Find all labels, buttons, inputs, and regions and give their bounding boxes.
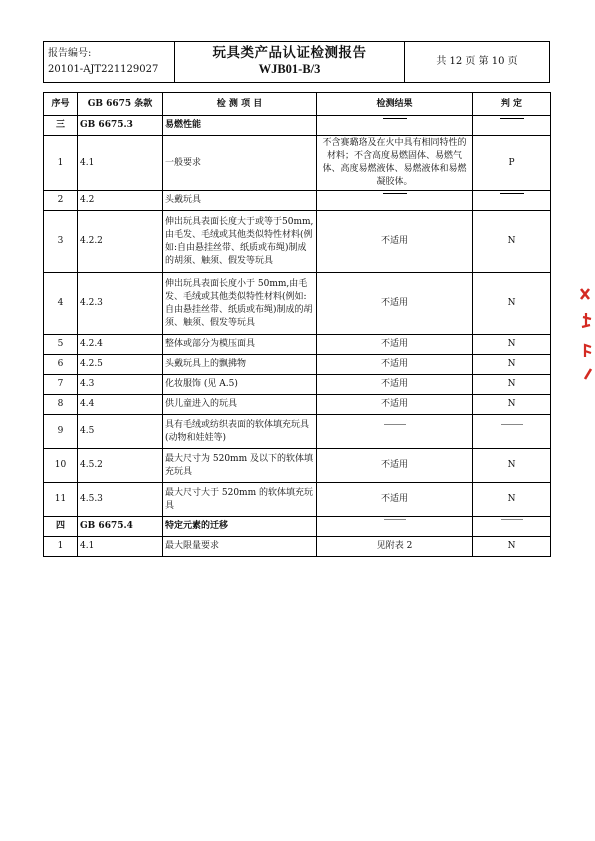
row-result-text: 不适用	[380, 359, 408, 369]
row-clause	[78, 116, 163, 136]
table-row	[44, 415, 551, 449]
row-clause-text: 4.2.3	[80, 298, 103, 308]
row-verdict-text	[500, 118, 524, 132]
row-clause	[78, 335, 163, 355]
report-header	[43, 41, 550, 83]
row-verdict	[473, 211, 551, 273]
row-clause	[78, 449, 163, 483]
table-row	[44, 483, 551, 517]
row-item-text: 具有毛绒或纺织表面的软体填充玩具(动物和娃娃等)	[165, 419, 310, 443]
row-item-text: 最大尺寸为 520mm 及以下的软体填充玩具	[165, 453, 313, 477]
row-clause-text: 4.1	[80, 541, 95, 551]
table-row	[44, 355, 551, 375]
row-clause	[78, 483, 163, 517]
row-verdict-text: N	[507, 236, 516, 246]
table-row	[44, 191, 551, 211]
row-verdict-text: N	[507, 399, 516, 409]
row-verdict-text: N	[507, 494, 516, 504]
row-number-text: 6	[57, 359, 64, 369]
row-result-text: 不适用	[380, 399, 408, 409]
row-verdict	[473, 191, 551, 211]
row-result	[317, 537, 473, 557]
row-verdict	[473, 517, 551, 537]
row-clause	[78, 355, 163, 375]
col-header-clause: GB 6675 条款	[78, 93, 163, 116]
row-result	[317, 136, 473, 191]
row-number	[44, 211, 78, 273]
table-row	[44, 136, 551, 191]
report-number-label: 报告编号:	[48, 48, 92, 59]
row-number-text: 四	[55, 521, 65, 531]
row-item-text: 特定元素的迁移	[165, 521, 229, 531]
row-verdict-text: N	[507, 460, 516, 470]
row-clause	[78, 395, 163, 415]
row-result-text: 不适用	[380, 298, 408, 308]
row-verdict	[473, 116, 551, 136]
row-number	[44, 517, 78, 537]
row-clause-text: 4.2	[80, 195, 95, 205]
row-number	[44, 537, 78, 557]
test-results-table	[43, 92, 551, 557]
row-verdict-text: N	[507, 359, 516, 369]
row-item-text: 供儿童进入的玩具	[165, 399, 238, 409]
row-result	[317, 273, 473, 335]
table-row	[44, 335, 551, 355]
table-header-row	[44, 93, 551, 116]
col-header-verdict: 判 定	[473, 93, 551, 116]
row-result	[317, 335, 473, 355]
row-number-text: 5	[57, 339, 64, 349]
row-result	[317, 191, 473, 211]
table-row	[44, 449, 551, 483]
row-verdict	[473, 537, 551, 557]
row-result	[317, 415, 473, 449]
row-clause	[78, 517, 163, 537]
row-item	[163, 395, 317, 415]
row-number-text: 7	[57, 379, 64, 389]
col-header-no: 序号	[44, 93, 78, 116]
row-item-text: 头戴玩具	[165, 195, 202, 205]
row-item	[163, 375, 317, 395]
row-result	[317, 517, 473, 537]
row-clause	[78, 211, 163, 273]
row-item	[163, 415, 317, 449]
row-verdict-text: N	[507, 339, 516, 349]
row-result-text	[383, 193, 407, 207]
row-result	[317, 395, 473, 415]
row-number-text: 11	[54, 494, 67, 504]
row-verdict	[473, 335, 551, 355]
row-item	[163, 335, 317, 355]
table-row	[44, 517, 551, 537]
row-item-text: 整体或部分为模压面具	[165, 339, 256, 349]
row-clause-text: 4.5.2	[80, 460, 103, 470]
row-result	[317, 211, 473, 273]
row-item-text: 伸出玩具表面长度大于或等于50mm,由毛发、毛绒或其他类似特性材料(例如:自由悬挂丝带、纸质或布绳)制成的胡须、触须、假发等玩具	[165, 216, 314, 266]
row-number-text: 1	[57, 157, 64, 168]
row-number	[44, 483, 78, 517]
row-result	[317, 375, 473, 395]
row-result	[317, 116, 473, 136]
row-clause	[78, 136, 163, 191]
row-clause-text: 4.3	[80, 379, 95, 389]
row-item	[163, 136, 317, 191]
row-number	[44, 191, 78, 211]
row-result-text	[384, 424, 406, 438]
row-number	[44, 415, 78, 449]
row-number	[44, 449, 78, 483]
row-clause-text: GB 6675.4	[80, 521, 133, 531]
col-header-result: 检测结果	[317, 93, 473, 116]
row-verdict	[473, 395, 551, 415]
row-item-text: 最大限量要求	[165, 541, 220, 551]
row-number-text: 4	[57, 298, 64, 308]
table-row	[44, 375, 551, 395]
report-subtitle: WJB01-B/3	[258, 62, 321, 76]
row-clause	[78, 273, 163, 335]
row-item	[163, 191, 317, 211]
row-verdict	[473, 355, 551, 375]
row-clause	[78, 375, 163, 395]
row-item-text: 最大尺寸大于 520mm 的软体填充玩具	[165, 487, 313, 511]
row-number-text: 2	[57, 195, 64, 205]
row-number	[44, 136, 78, 191]
report-number-cell	[44, 42, 175, 82]
seal-fragment-icon	[573, 283, 593, 383]
row-number-text: 9	[57, 426, 64, 436]
row-item	[163, 355, 317, 375]
row-verdict	[473, 136, 551, 191]
row-number-text: 8	[57, 399, 64, 409]
row-number-text: 三	[55, 120, 65, 130]
row-item-text: 伸出玩具表面长度小于 50mm,由毛发、毛绒或其他类似特性材料(例如:自由悬挂丝带、纸质或布绳)制成的胡须、触须、假发等玩具	[165, 278, 313, 328]
row-number	[44, 273, 78, 335]
row-verdict-text: P	[508, 157, 515, 168]
row-item	[163, 483, 317, 517]
row-clause-text: 4.5.3	[80, 494, 103, 504]
table-row	[44, 273, 551, 335]
row-clause-text: 4.4	[80, 399, 95, 409]
row-result	[317, 483, 473, 517]
row-verdict-text	[501, 519, 523, 533]
row-result	[317, 449, 473, 483]
row-item-text: 化妆服饰 (见 A.5)	[165, 379, 238, 389]
table-row	[44, 211, 551, 273]
row-item-text: 一般要求	[165, 157, 202, 168]
row-clause	[78, 537, 163, 557]
row-clause-text: 4.2.4	[80, 339, 103, 349]
row-result-text: 不适用	[380, 339, 408, 349]
col-header-item: 检 测 项 目	[163, 93, 317, 116]
row-item	[163, 449, 317, 483]
row-verdict-text	[500, 193, 524, 207]
row-clause	[78, 191, 163, 211]
row-verdict-text: N	[507, 298, 516, 308]
row-item-text: 易燃性能	[165, 120, 202, 130]
row-result-text: 不适用	[380, 379, 408, 389]
report-title-cell	[175, 42, 405, 82]
row-verdict-text	[501, 424, 523, 438]
row-number	[44, 116, 78, 136]
row-verdict	[473, 483, 551, 517]
row-result-text: 不含赛璐珞及在火中具有相同特性的材料；不含高度易燃固体、易燃气体、高度易燃液体、易燃液体和易燃凝胶体。	[322, 138, 467, 187]
row-number	[44, 335, 78, 355]
row-result-text: 见附表 2	[376, 541, 413, 551]
row-verdict	[473, 375, 551, 395]
report-title: 玩具类产品认证检测报告	[212, 45, 367, 61]
report-number: 20101-AJT221129027	[48, 64, 159, 75]
row-verdict	[473, 449, 551, 483]
row-number-text: 1	[57, 541, 64, 551]
row-number	[44, 355, 78, 375]
row-clause-text: GB 6675.3	[80, 120, 133, 130]
table-row	[44, 116, 551, 136]
row-result-text	[384, 519, 406, 533]
row-number-text: 3	[57, 236, 64, 246]
row-clause-text: 4.2.2	[80, 236, 103, 246]
row-number-text: 10	[54, 460, 67, 470]
row-verdict-text: N	[507, 379, 516, 389]
row-clause-text: 4.2.5	[80, 359, 103, 369]
row-number	[44, 375, 78, 395]
row-item	[163, 273, 317, 335]
row-result-text: 不适用	[380, 460, 408, 470]
row-result-text	[383, 118, 407, 132]
row-item	[163, 116, 317, 136]
row-number	[44, 395, 78, 415]
row-verdict-text: N	[507, 541, 516, 551]
table-body	[44, 116, 551, 557]
row-item-text: 头戴玩具上的飘拂物	[165, 359, 247, 369]
row-clause-text: 4.1	[80, 157, 95, 168]
row-verdict	[473, 415, 551, 449]
row-verdict	[473, 273, 551, 335]
row-clause	[78, 415, 163, 449]
table-row	[44, 537, 551, 557]
row-item	[163, 537, 317, 557]
row-item	[163, 517, 317, 537]
row-clause-text: 4.5	[80, 426, 95, 436]
table-row	[44, 395, 551, 415]
row-item	[163, 211, 317, 273]
page-info: 共 12 页 第 10 页	[436, 56, 518, 67]
row-result-text: 不适用	[380, 494, 408, 504]
row-result	[317, 355, 473, 375]
row-result-text: 不适用	[380, 236, 408, 246]
